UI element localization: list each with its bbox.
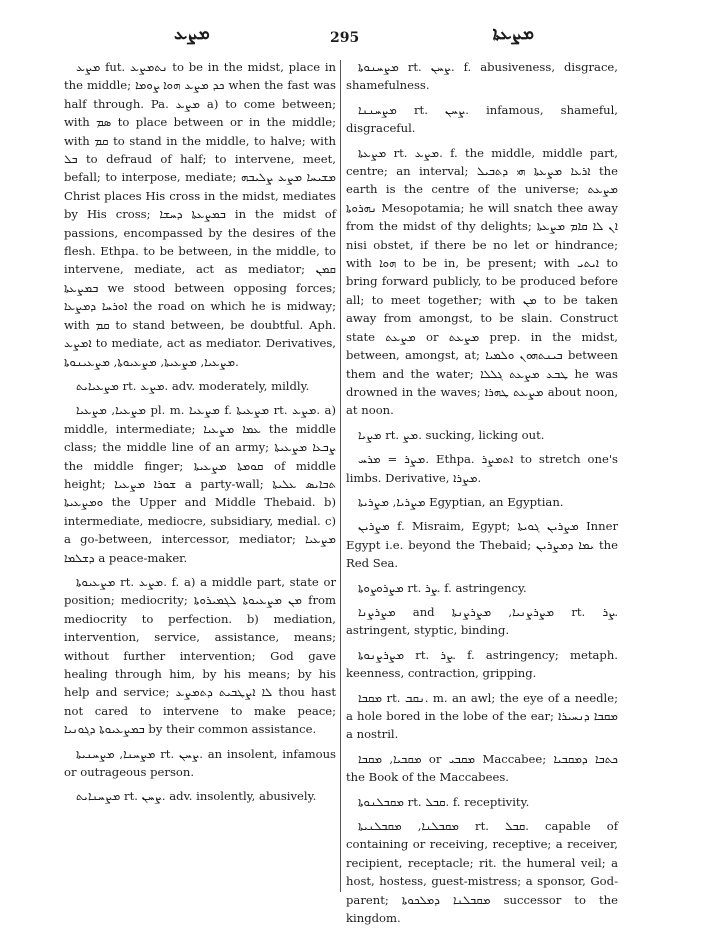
left-running-head: ܡܨܥ xyxy=(174,24,210,44)
dictionary-entry: ܡܩܒܐ rt. ܢܩܒ. m. an awl; the eye of a needle; a hole bored in the lobe of the ear; ܡܩܒܐ ܕܢܚܝܪܐ a nostril. xyxy=(346,690,619,742)
dictionary-entry: ܡܩܒܠܢܐ, ܡܩܒܠܢܝܬܐ rt. ܩܒܠ. capable of containing or receiving, receptive; a receiver, recipient, receptacle; rit. the humeral veil; a host, hostess, guest-mistress; a sponsor, God-parent; ܡܩܒܠܢܐ ܕܡܠܟܘܬܐ successor to the kingdom. xyxy=(346,819,619,926)
dictionary-entry: ܡܨܪ = ܡܪܚ. Ethpa. ܐܬܡܨܪ to stretch one's limbs. Derivative, ܡܨܪܐ. xyxy=(346,452,618,485)
right-running-head: ܡܨܥܬܐ xyxy=(492,24,534,44)
page-number: 295 xyxy=(330,30,360,46)
dictionary-entry: ܡܨܪܝܢ f. Misraim, Egypt; ܡܨܪܝܢ ܓܘܝܬܐ Inner Egypt i.e. beyond the Thebaid; ܝܡܐ ܕܡܨܪܝܢ the Red Sea. xyxy=(346,519,619,571)
dictionary-entry: ܡܨܚܢܐܝܬ rt. ܨܚܢ. adv. insolently, abusively. xyxy=(76,789,317,804)
dictionary-entry: ܡܨܥ fut. ܢܬܡܨܥ to be in the midst, place in the middle; ܟܕ ܡܨܥ ܗܘܐ ܨܘܡܐ when the fast was half through. Pa. ܡܨܥ a) to come between; with ܣܡ to place between or in the middle; with ܩܡ to stand in the middle, to halve; with ܒܠ to defraud of half; to intervene, meet, befall; to interpose, mediate; ܡܫܝܚܐ ܡܨܥ ܨܠܝܒܗ Christ places His cross in the midst, mediates by His cross; ܒܡܨܥܬܐ ܕܚܫܐ in the midst of passions, encompassed by the desires of the flesh. Ethpa. to be between, in the middle, to intervene, mediate, act as mediator; ܩܡܢ ܒܡܨܥܬܐ we stood between opposing forces; ܐܘܪܚܐ ܕܡܨܥܐ the road on which he is midway; with ܩܡ to stand between, be doubtful. Aph. ܐܡܨܥ to mediate, act as mediator. Derivatives, ܡܨܥܝܐ, ܡܨܥܝܬܐ, ܡܨܥܝܘܬܐ, ܡܨܥܝܢܘܬܐ. xyxy=(64,60,337,369)
left-column xyxy=(64,58,336,898)
dictionary-entry: ܡܨܝܐ rt. ܡܨ. sucking, licking out. xyxy=(358,427,545,442)
dictionary-entry: ܡܨܪܨܢܘܬܐ rt. ܨܪ. f. astringency; metaph. keenness, contraction, gripping. xyxy=(346,647,618,681)
page-header xyxy=(60,24,642,50)
dictionary-entry: ܡܨܚܢܐ, ܡܨܚܢܝܬܐ rt. ܨܚܢ. an insolent, infamous or outrageous person. xyxy=(64,746,336,780)
dictionary-entry: ܡܨܥܝܐܝܬ rt. ܡܨܥ. adv. moderately, mildly. xyxy=(76,378,310,393)
dictionary-entry: ܡܨܥܝܐ, ܡܨܥܝܐ pl. m. ܡܨܥܝܐ f. ܡܨܥܝܬܐ rt. ܡܨܥ. a) middle, intermediate; ܥܡܐ ܡܨܥܝܐ the middle class; the middle line of an army; ܨܒܥܐ ܡܨܥܝܬܐ the middle finger; ܩܘܡܬܐ ܡܨܥܝܬܐ of middle height; ܫܘܪܐ ܡܨܥܝܐ a party-wall; ܬܒܐܝܣ ܥܠܝܬܐ ܘܡܨܥܝܬܐ the Upper and Middle Thebaid. b) intermediate, mediocre, subsidiary, medial. c) a go-between, intercessor, mediator; ܡܨܥܝܐ ܕܫܠܡܐ a peace-maker. xyxy=(64,403,337,565)
dictionary-entry: ܡܩܒܠܢܘܬܐ rt. ܩܒܠ. f. receptivity. xyxy=(358,794,530,809)
dictionary-entry: ܡܨܪܘܨܘܬܐ rt. ܨܪ. f. astringency. xyxy=(358,580,527,595)
column-divider xyxy=(340,60,341,892)
dictionary-entry: ܡܨܚܢܢܐ rt. ܨܚܢ. infamous, shameful, disgraceful. xyxy=(346,102,618,136)
dictionary-entry: ܡܨܚܢܘܬܐ rt. ܨܚܢ. f. abusiveness, disgrace, shamefulness. xyxy=(346,60,618,93)
dictionary-entry: ܡܩܒܝܐ, ܡܩܒܐ or ܡܩܒܝ Maccabee; ܟܬܒܐ ܕܡܩܒܝܐ the Book of the Maccabees. xyxy=(346,751,619,785)
dictionary-entry: ܡܨܥܬܐ rt. ܡܨܥ. f. the middle, middle part, centre; an interval; ܐܪܥܐ ܡܨܥܬܐ ܗܝ ܕܬܒܝܠ the earth is the centre of the universe; ܡܨܥܬ ܢܗܪܘܬܐ Mesopotamia; he will snatch thee away from the midst of thy delights; ܐܢ ܠܐ ܩܐܡ ܡܨܥܬܐ nisi obstet, if there be no let or hindrance; with ܗܘܐ to be in, be present; with ܐܝܬܝ to bring forward publicly, to be produced before all; to meet together; with ܡܢ to be taken away from amongst, to be slain. Construct state ܡܨܥܬ or ܡܨܥܬ prep. in the midst, between, amongst, at; ܒܝܢܬܗܘܢ ܘܠܡܝܐ between them and the water; ܛܒܥ ܡܨܥܬ ܓܠܠܐ he was drowned in the waves; ܡܨܥܬ ܛܗܪܐ about noon, at noon. xyxy=(346,145,619,418)
dictionary-entry: ܡܨܪܨܢܐ and ܡܨܪܨܢܝܐ, ܡܨܪܨܢܬܐ rt. ܨܪ. astringent, styptic, binding. xyxy=(346,604,618,638)
dictionary-entry: ܡܨܪܝܐ, ܡܨܪܝܬܐ Egyptian, an Egyptian. xyxy=(358,494,564,509)
dictionary-entry: ܡܨܥܝܘܬܐ rt. ܡܨܥ. f. a) a middle part, state or position; mediocrity; ܡܢ ܡܨܥܝܘܬܐ ܠܓܡܝܪܘܬܐ from mediocrity to perfection. b) mediation, intervention, service, assistance, means; without further intervention; God gave healing through him, by his means; by his help and service; ܠܐ ܐܨܛܒܝܬ ܕܬܡܨܥ thou hast not cared to intervene to make peace; ܒܡܨܥܝܘܬܐ ܕܓܘܢܝܐ by their common assistance. xyxy=(64,574,337,737)
right-column xyxy=(346,58,619,926)
